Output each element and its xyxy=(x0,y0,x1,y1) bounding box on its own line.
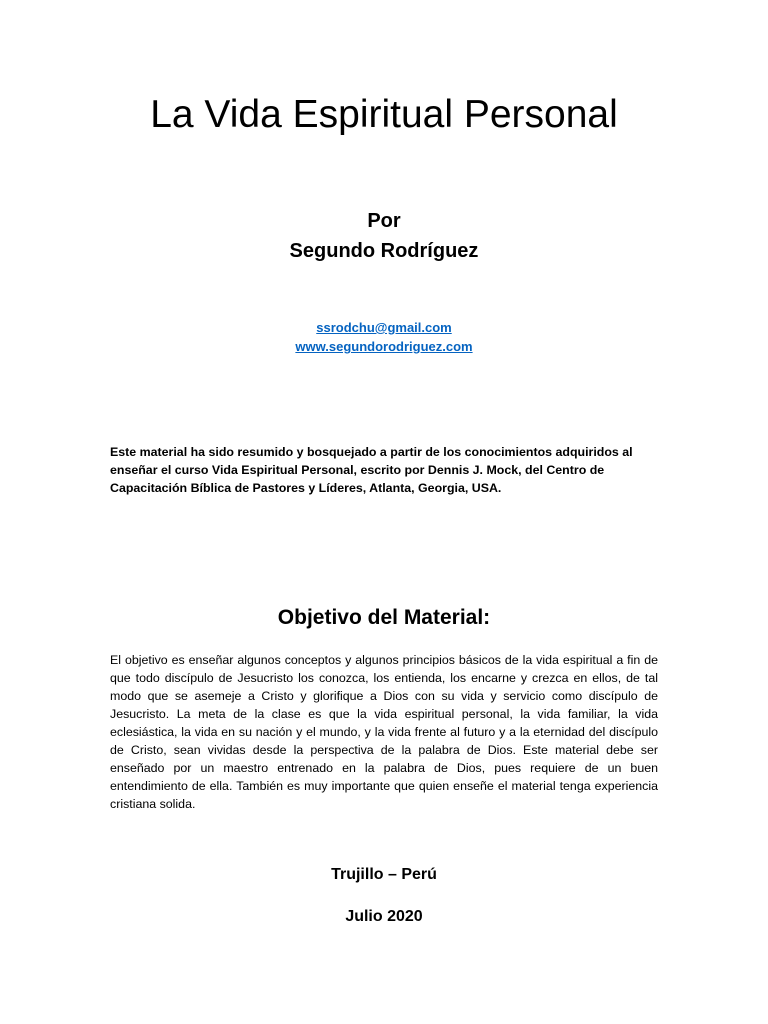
email-line xyxy=(0,319,768,337)
website-link[interactable]: www.segundorodriguez.com xyxy=(295,339,473,354)
document-title: La Vida Espiritual Personal xyxy=(150,93,618,136)
place-line: Trujillo – Perú xyxy=(331,866,437,883)
intro-paragraph: Este material ha sido resumido y bosquejado a partir de los conocimientos adquiridos al enseñar el curso Vida Espiritual Personal, escrito por Dennis J. Mock, del Centro de Capacitación Bíblica de Pastores y Líderes, Atlanta, Georgia, USA. xyxy=(110,445,633,495)
author-name: Segundo Rodríguez xyxy=(289,240,479,262)
email-link[interactable]: ssrodchu@gmail.com xyxy=(316,320,452,335)
section-heading: Objetivo del Material: xyxy=(277,606,491,629)
objective-paragraph: El objetivo es enseñar algunos conceptos y algunos principios básicos de la vida espiritual a fin de que todo discípulo de Jesucristo los conozca, los entienda, los encarne y crezca en ellos, de tal modo que se asemeje a Cristo y glorifique a Dios con su vida y servicio como discípulo de Jesucristo. La meta de la clase es que la vida espiritual personal, la vida familiar, la vida eclesiástica, la vida en su nación y el mundo, y la vida frente al futuro y a la eternidad del discípulo de Cristo, sean vividas desde la perspectiva de la palabra de Dios. Este material debe ser enseñado por un maestro entrenado en la palabra de Dios, pues requiere de un buen entendimiento de ella. También es muy importante que quien enseñe el material tenga experiencia cristiana solida. xyxy=(110,653,658,811)
by-label: Por xyxy=(367,210,401,232)
website-line xyxy=(0,338,768,356)
date-line: Julio 2020 xyxy=(345,908,423,925)
